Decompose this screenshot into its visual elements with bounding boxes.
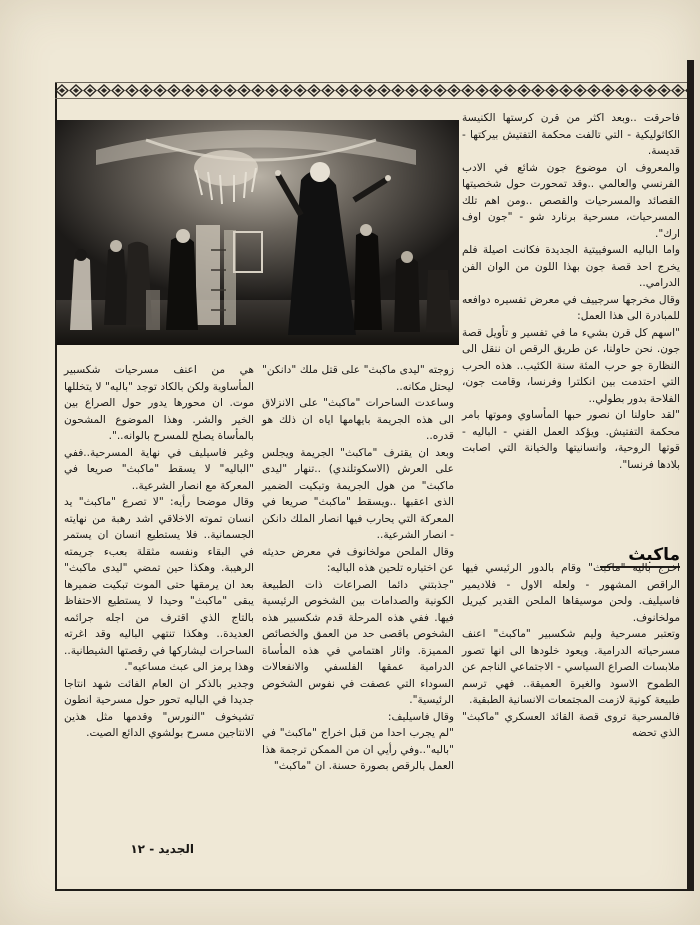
frame-right-rule — [687, 60, 694, 890]
bottom-rule — [55, 889, 694, 891]
article-column-middle: زوجته "ليدى ماكبث" على قتل ملك "دانكن" ليحتل مكانه.. وساعدت الساحرات "ماكبث" على الانزلاق الى هذه الجريمة بايهامها اياه ان ذلك هو قدره.. وبعد ان يقترف "ماكبث" الجريمة ويجلس على العرش (الاسكوتلندي) ..تنهار "ليدى ماكبث" من هول الجريمة وتبكيت الضمير الذى اعقبها ..ويسقط "ماكبث" صريعا في المعركة التي يحارب فيها انصار الملك دانكن - انصار الشرعية.. وقال الملحن مولخانوف في معرض حديثه عن اختياره تلحين هذه الباليه: "جذبتني دائما الصراعات ذات الطبيعة الكونية والصدامات بين الشخوص الرئيسية فيها. ففي هذه المرحلة قدم شكسبير هذه الشخوص باقصى حد من العمق والخصائص المميزة. واثار اهتمامي في هذه المأساة الدرامية عمقها الفلسفي والانفعالات السوداء التي عصفت في نفوس الشخوص الرئيسية". وقال فاسيليف: "لم يجرب احدا من قبل اخراج "ماكبث" في "باليه"..وفي رأيي ان من الممكن ترجمة هذا العمل بالرقص بصورة حسنة. ان "ماكبث" — [262, 364, 454, 772]
pattern-band-svg — [55, 84, 687, 97]
article-column-right-top: فاحرقت ..وبعد اكثر من قرن كرستها الكنيسة الكاثوليكية - التي تالفت محكمة التفتيش بيركتها - قديسة. والمعروف ان موضوع جون شائع في الادب الفرنسي والعالمي ..وقد تمحورت حول شخصيتها القصائد والمسرحيات والقصص ..ومن اهم تلك المسرحيات، مسرحية برنارد شو - "جون اوف ارك". واما الباليه السوفييتية الجديدة فكانت اصيلة فلم يخرج احد قصة جون بهذا اللون من الوان الفن الدرامي.. وقال مخرجها سرجييف في معرض تفسيره دوافعه للمبادرة الى هذا العمل: "اسهم كل قرن بشيء ما في تفسير و تأويل قصة جون. نحن حاولنا، عن طريق الرقص ان ننقل الى النظارة جو حرب المئة سنة الكئيب.. هذه الحرب التي احتدمت بين انكلترا وفرنسا، وقامت جون، الفلاحة بدور بطولي.. "لقد حاولنا ان نصور حبها المأساوي وموتها بامر محكمة التفتيش. ويؤكد العمل الفني - الباليه - قوتها الروحية، وانسانيتها والخيانة التي اصابت بلادها فرنسا". — [462, 112, 680, 471]
article-column-left: هي من اعنف مسرحيات شكسبير المأساوية ولكن بالكاد توجد "باليه" لا يتخللها موت. ان محورها يدور حول الصراع بين الخير والشر. وهذا الموضوع المشحون بالمأساة يصلح للمسرح بالوانه..". وغير فاسيليف في نهاية المسرحية..ففي "الباليه" لا يسقط "ماكبث" صريعا في المعركة مع انصار الشرعية.. وقال موضحا رأيه: "لا تصرع "ماكبث" يد انسان تموته الاخلاقي اشد رهبة من نهايته الجسمانية.. فلا يستطيع انسان ان يستمر في البقاء ونفسه مثقلة بعبء جريمته الرهيبة. وهكذا حين تمضي "ليدى ماكبث" بعد ان يرمقها حتى الموت تبكيت ضميرها يبقى "ماكبث" وحيدا لا يستطيع الاحتفاظ بالتاج الذي اقترف من اجله جرائمه العديدة.. وهكذا تنتهي الباليه وقد اغرته الساحرات ليشاركها في رقصتها الشيطانية.. وهذا يرمز الى عبث مساعيه". وجدير بالذكر ان العام الفائت شهد انتاجا جديدا في الباليه تحور حول مسرحية انطون تشيخوف "النورس" وقدمها مثل هذين الانتاجين مسرح بولشوي الدائع الصيت. — [64, 364, 254, 739]
article-column-right-bottom: اخرج باليه "ماكبث" وقام بالدور الرئيسي فيها الراقص المشهور - ولعله الاول - فلاديمير فاسيليف. ولحن موسيقاها الملحن القدير كيريل مولخانوف. وتعتبر مسرحية وليم شكسبير "ماكبث" اعنف مسرحياته الدرامية. ويعود خلودها الى انها تصور ملابسات الصراع السياسي - الاجتماعي الناجم عن الطموح الاسود والغيرة العميقة.. فهي ترسم طبيعة كونية لازمت المجتمعات الانسانية الطبقية. فالمسرحية تروى قصة القائد العسكري "ماكبث" الذي تحضه — [462, 562, 680, 739]
stage-scene-illustration — [56, 120, 459, 345]
diamond-pattern-icon — [55, 82, 687, 99]
section-title: ماكبث — [600, 545, 680, 568]
page-footer-label: الجديد - ١٢ — [130, 842, 194, 856]
ballet-stage-photo — [56, 120, 459, 345]
